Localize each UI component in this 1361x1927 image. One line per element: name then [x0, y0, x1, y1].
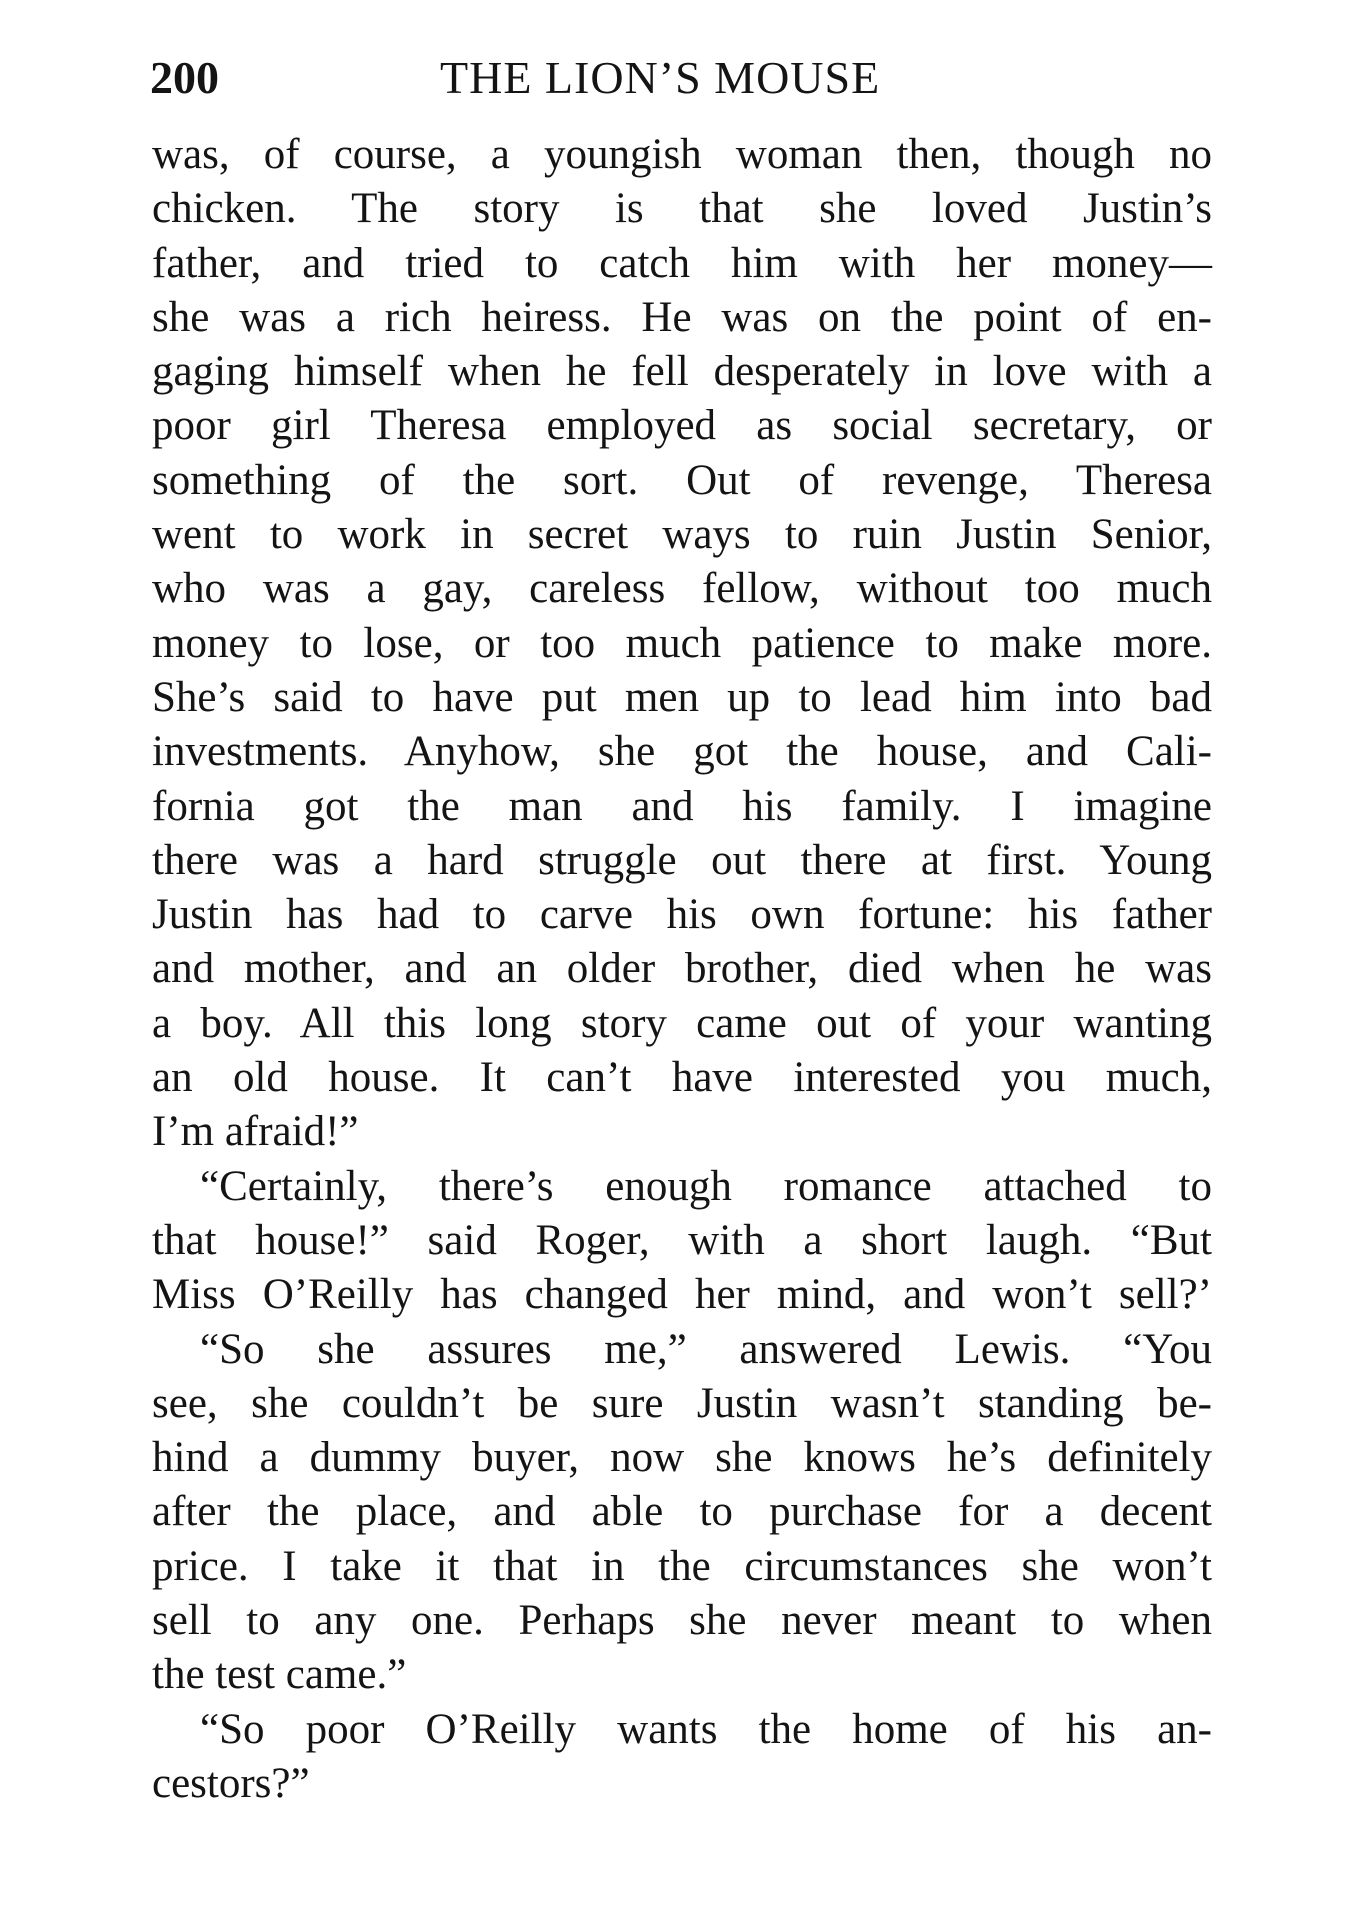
text-line: there was a hard struggle out there at first. Young: [152, 836, 1212, 884]
body-text: [152, 128, 1212, 1811]
text-line: fornia got the man and his family. I imagine: [152, 782, 1212, 830]
text-line: “So she assures me,” answered Lewis. “You: [200, 1325, 1212, 1373]
text-line: chicken. The story is that she loved Justin’s: [152, 185, 1212, 233]
text-line: money to lose, or too much patience to make more.: [152, 619, 1212, 667]
text-line: investments. Anyhow, she got the house, and Cali-: [152, 728, 1212, 776]
text-line: cestors?”: [152, 1759, 310, 1807]
text-line: hind a dummy buyer, now she knows he’s definitely: [152, 1434, 1212, 1482]
text-line: see, she couldn’t be sure Justin wasn’t standing be-: [152, 1379, 1212, 1427]
text-line: father, and tried to catch him with her money—: [152, 239, 1212, 287]
text-line: gaging himself when he fell desperately in love with a: [152, 348, 1212, 396]
text-line: a boy. All this long story came out of your wanting: [152, 999, 1212, 1047]
text-line: Justin has had to carve his own fortune: his father: [152, 891, 1212, 939]
text-line: Miss O’Reilly has changed her mind, and won’t sell?’: [152, 1271, 1212, 1319]
text-line: an old house. It can’t have interested you much,: [152, 1054, 1212, 1102]
text-line: “Certainly, there’s enough romance attached to: [200, 1162, 1212, 1210]
text-line: who was a gay, careless fellow, without too much: [152, 565, 1212, 613]
text-line: I’m afraid!”: [152, 1108, 359, 1156]
text-line: She’s said to have put men up to lead him into bad: [152, 673, 1212, 721]
text-line: she was a rich heiress. He was on the point of en-: [152, 293, 1212, 341]
text-line: poor girl Theresa employed as social secretary, or: [152, 402, 1212, 450]
text-line: “So poor O’Reilly wants the home of his an-: [200, 1705, 1212, 1753]
text-line: price. I take it that in the circumstances she won’t: [152, 1542, 1212, 1590]
text-line: sell to any one. Perhaps she never meant to when: [152, 1597, 1212, 1645]
running-title: THE LION’S MOUSE: [440, 52, 881, 103]
text-line: that house!” said Roger, with a short laugh. “But: [152, 1216, 1212, 1264]
text-line: went to work in secret ways to ruin Justin Senior,: [152, 511, 1212, 559]
page-header: [150, 48, 1210, 108]
text-line: something of the sort. Out of revenge, Theresa: [152, 456, 1212, 504]
page-number: 200: [150, 52, 219, 103]
text-line: after the place, and able to purchase for a decent: [152, 1488, 1212, 1536]
text-line: and mother, and an older brother, died when he was: [152, 945, 1212, 993]
text-line: the test came.”: [152, 1651, 407, 1699]
text-line: was, of course, a youngish woman then, though no: [152, 131, 1212, 178]
